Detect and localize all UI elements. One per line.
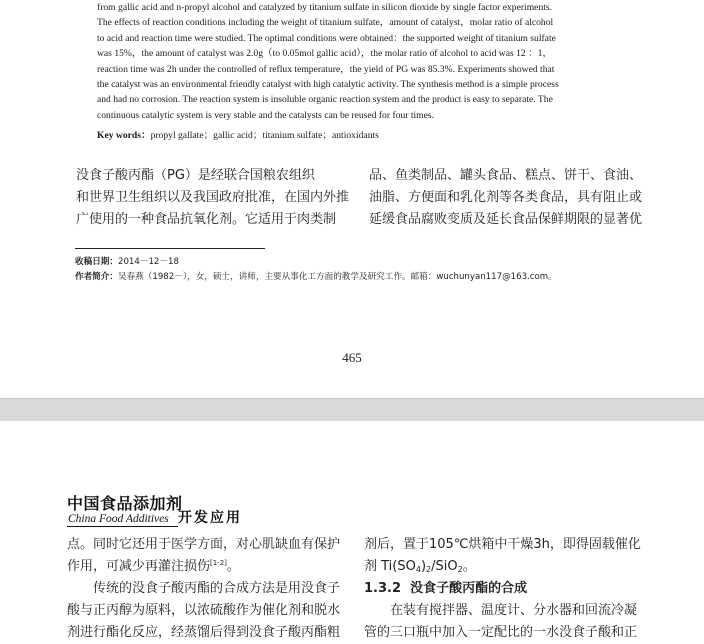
page-number: 465 bbox=[342, 350, 362, 365]
section-title: 开发应用 bbox=[178, 510, 242, 526]
text-line: 油脂、方便面和乳化剂等各类食品，具有阻止或 bbox=[369, 190, 643, 205]
text-line: 在装有搅拌器、温度计、分水器和回流冷凝 bbox=[364, 603, 638, 618]
text-line: 传统的没食子酸丙酯的合成方法是用没食子 bbox=[67, 581, 341, 596]
footnote-received bbox=[75, 256, 179, 268]
bottom-left-column bbox=[67, 534, 347, 644]
text-line: and had no corrosion. The reaction system is insoluble organic reaction system and the product is easy to separate. The bbox=[97, 94, 553, 106]
bottom-right-column bbox=[364, 534, 644, 644]
bottom-page bbox=[0, 421, 704, 640]
text-line: to acid and reaction time were studied. The optimal conditions were obtained：the supported weight of titanium sulfate bbox=[97, 32, 556, 44]
section-heading-number: 1.3.2 bbox=[364, 581, 402, 596]
text-line: 广使用的一种食品抗氧化剂。它适用于肉类制 bbox=[76, 212, 337, 227]
keywords-label: Key words： bbox=[97, 130, 151, 141]
journal-title-en: China Food Additives bbox=[68, 513, 169, 525]
text-line: the catalyst was an environmental friendly catalyst with high catalytic activity. The synthesis method is a simple process bbox=[97, 79, 559, 91]
author-info: 吴春燕（1982－），女，硕士，讲师，主要从事化工方面的教学及研究工作。邮箱：wuchunyan117@163.com。 bbox=[117, 272, 557, 282]
text-line: 延缓食品腐败变质及延长食品保鲜期限的显著优 bbox=[369, 212, 643, 227]
text-line: from gallic acid and n-propyl alcohol and catalyzed by titanium sulfate in silicon dioxide by single factor experiments. bbox=[97, 2, 553, 13]
text-line: 剂后，置于105℃烘箱中干燥3h，即得固载催化 bbox=[364, 537, 641, 552]
body-right-column bbox=[369, 165, 644, 231]
received-label: 收稿日期： bbox=[75, 257, 118, 267]
body-left-column bbox=[76, 165, 356, 231]
author-label: 作者简介： bbox=[75, 272, 118, 282]
text-line: 和世界卫生组织以及我国政府批准，在国内外推 bbox=[76, 190, 350, 205]
text-line: 没食子酸丙酯（PG）是经联合国粮农组织 bbox=[76, 168, 315, 183]
footnote-divider bbox=[75, 248, 265, 249]
keywords-line bbox=[97, 128, 622, 143]
text-line: The effects of reaction conditions including the weight of titanium sulfate，amount of catalyst，molar ratio of alcohol bbox=[97, 17, 554, 29]
english-abstract bbox=[97, 0, 622, 123]
masthead-underline bbox=[67, 526, 178, 527]
text-line: 管的三口瓶中加入一定配比的一水没食子酸和正 bbox=[364, 625, 638, 640]
journal-title-cn: 中国食品添加剂 bbox=[67, 494, 183, 513]
keywords-text: propyl gallate；gallic acid；titanium sulfate；antioxidants bbox=[150, 130, 379, 141]
section-heading bbox=[364, 578, 644, 600]
text-line: 点。同时它还用于医学方面，对心肌缺血有保护 bbox=[67, 537, 341, 552]
received-date: 2014－12－18 bbox=[117, 257, 179, 267]
text-line: was 15%，the amount of catalyst was 2.0g（to 0.05mol gallic acid），the molar ratio of alcohol to acid was 12 ：1， bbox=[97, 48, 553, 60]
text-line: 品、鱼类制品、罐头食品、糕点、饼干、食油、 bbox=[369, 168, 643, 183]
text-line: 酸与正丙醇为原料，以浓硫酸作为催化剂和脱水 bbox=[67, 603, 341, 618]
text-line: 剂 $Ti(SO_4)_2/SiO_2$。 bbox=[364, 559, 476, 574]
text-line: continuous catalytic system is very stable and the catalysts can be reused for four times. bbox=[97, 109, 435, 121]
footnote-author bbox=[75, 271, 557, 283]
text-line: 作用，可减少再灌注损伤[1-2]。 bbox=[67, 559, 240, 574]
section-heading-text: 没食子酸丙酯的合成 bbox=[410, 581, 528, 596]
journal-masthead bbox=[67, 494, 183, 526]
text-line: 剂进行酯化反应，经蒸馏后得到没食子酸丙酯粗 bbox=[67, 625, 341, 640]
citation-ref[interactable]: [1-2] bbox=[210, 559, 227, 567]
text-line: reaction time was 2h under the controlled of reflux temperature，the yield of PG was 85.3%. Experiments showed that bbox=[97, 63, 555, 75]
page-gap bbox=[0, 398, 704, 422]
